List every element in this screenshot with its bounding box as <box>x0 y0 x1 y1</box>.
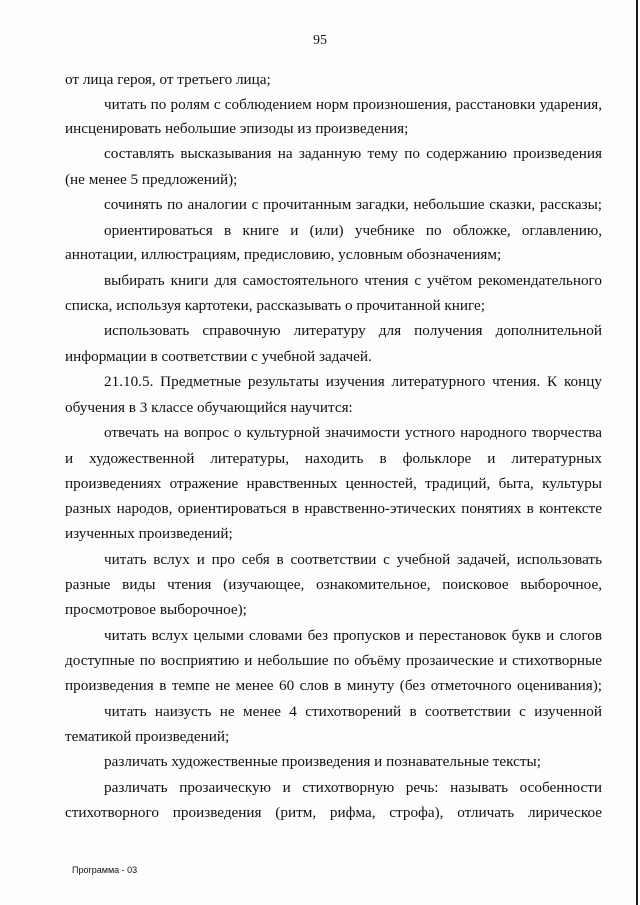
text-line: читать наизусть не менее 4 стихотворений в соответствии с изученной <box>104 703 602 720</box>
text-line: изученных произведений; <box>65 525 233 542</box>
text-line: доступные по восприятию и небольшие по объёму прозаические и стихотворные <box>65 652 602 669</box>
text-line: составлять высказывания на заданную тему по содержанию произведения <box>104 145 602 162</box>
text-line: разные виды чтения (изучающее, ознакомительное, поисковое выборочное, <box>65 576 602 593</box>
footer-label: Программа - 03 <box>72 865 138 875</box>
text-line: и художественной литературы, находить в фольклоре и литературных <box>65 450 602 467</box>
text-line: просмотровое выборочное); <box>65 601 247 618</box>
text-line: читать вслух целыми словами без пропусков и перестановок букв и слогов <box>104 627 602 644</box>
scan-edge <box>636 0 638 905</box>
text-line: читать по ролям с соблюдением норм произношения, расстановки ударения, <box>104 96 602 113</box>
text-line: от лица героя, от третьего лица; <box>65 71 271 88</box>
text-line: различать прозаическую и стихотворную речь: называть особенности <box>104 779 602 796</box>
text-line: 21.10.5. Предметные результаты изучения литературного чтения. К концу <box>104 373 602 390</box>
text-line: использовать справочную литературу для получения дополнительной <box>104 322 602 339</box>
text-line: различать художественные произведения и познавательные тексты; <box>104 753 541 770</box>
text-line: ориентироваться в книге и (или) учебнике по обложке, оглавлению, <box>104 222 602 239</box>
page-number: 95 <box>313 33 327 48</box>
text-line: произведениях отражение нравственных ценностей, традиций, быта, культуры <box>65 475 602 492</box>
text-line: инсценировать небольшие эпизоды из произведения; <box>65 120 409 137</box>
text-line: читать вслух и про себя в соответствии с учебной задачей, использовать <box>104 551 602 568</box>
text-line: сочинять по аналогии с прочитанным загадки, небольшие сказки, рассказы; <box>104 196 602 213</box>
text-line: списка, используя картотеки, рассказывать о прочитанной книге; <box>65 297 486 314</box>
text-line: обучения в 3 классе обучающийся научится: <box>65 399 353 416</box>
text-line: разных народов, ориентироваться в нравственно-этических понятиях в контексте <box>65 500 602 517</box>
text-line: выбирать книги для самостоятельного чтения с учётом рекомендательного <box>104 272 602 289</box>
text-line: информации в соответствии с учебной задачей. <box>65 348 372 365</box>
text-line: произведения в темпе не менее 60 слов в минуту (без отметочного оценивания); <box>65 677 602 694</box>
text-line: аннотации, иллюстрациям, предисловию, условным обозначениям; <box>65 246 502 263</box>
text-line: отвечать на вопрос о культурной значимости устного народного творчества <box>104 424 602 441</box>
text-line: стихотворного произведения (ритм, рифма, строфа), отличать лирическое <box>65 804 602 821</box>
text-line: (не менее 5 предложений); <box>65 171 238 188</box>
text-line: тематикой произведений; <box>65 728 230 745</box>
